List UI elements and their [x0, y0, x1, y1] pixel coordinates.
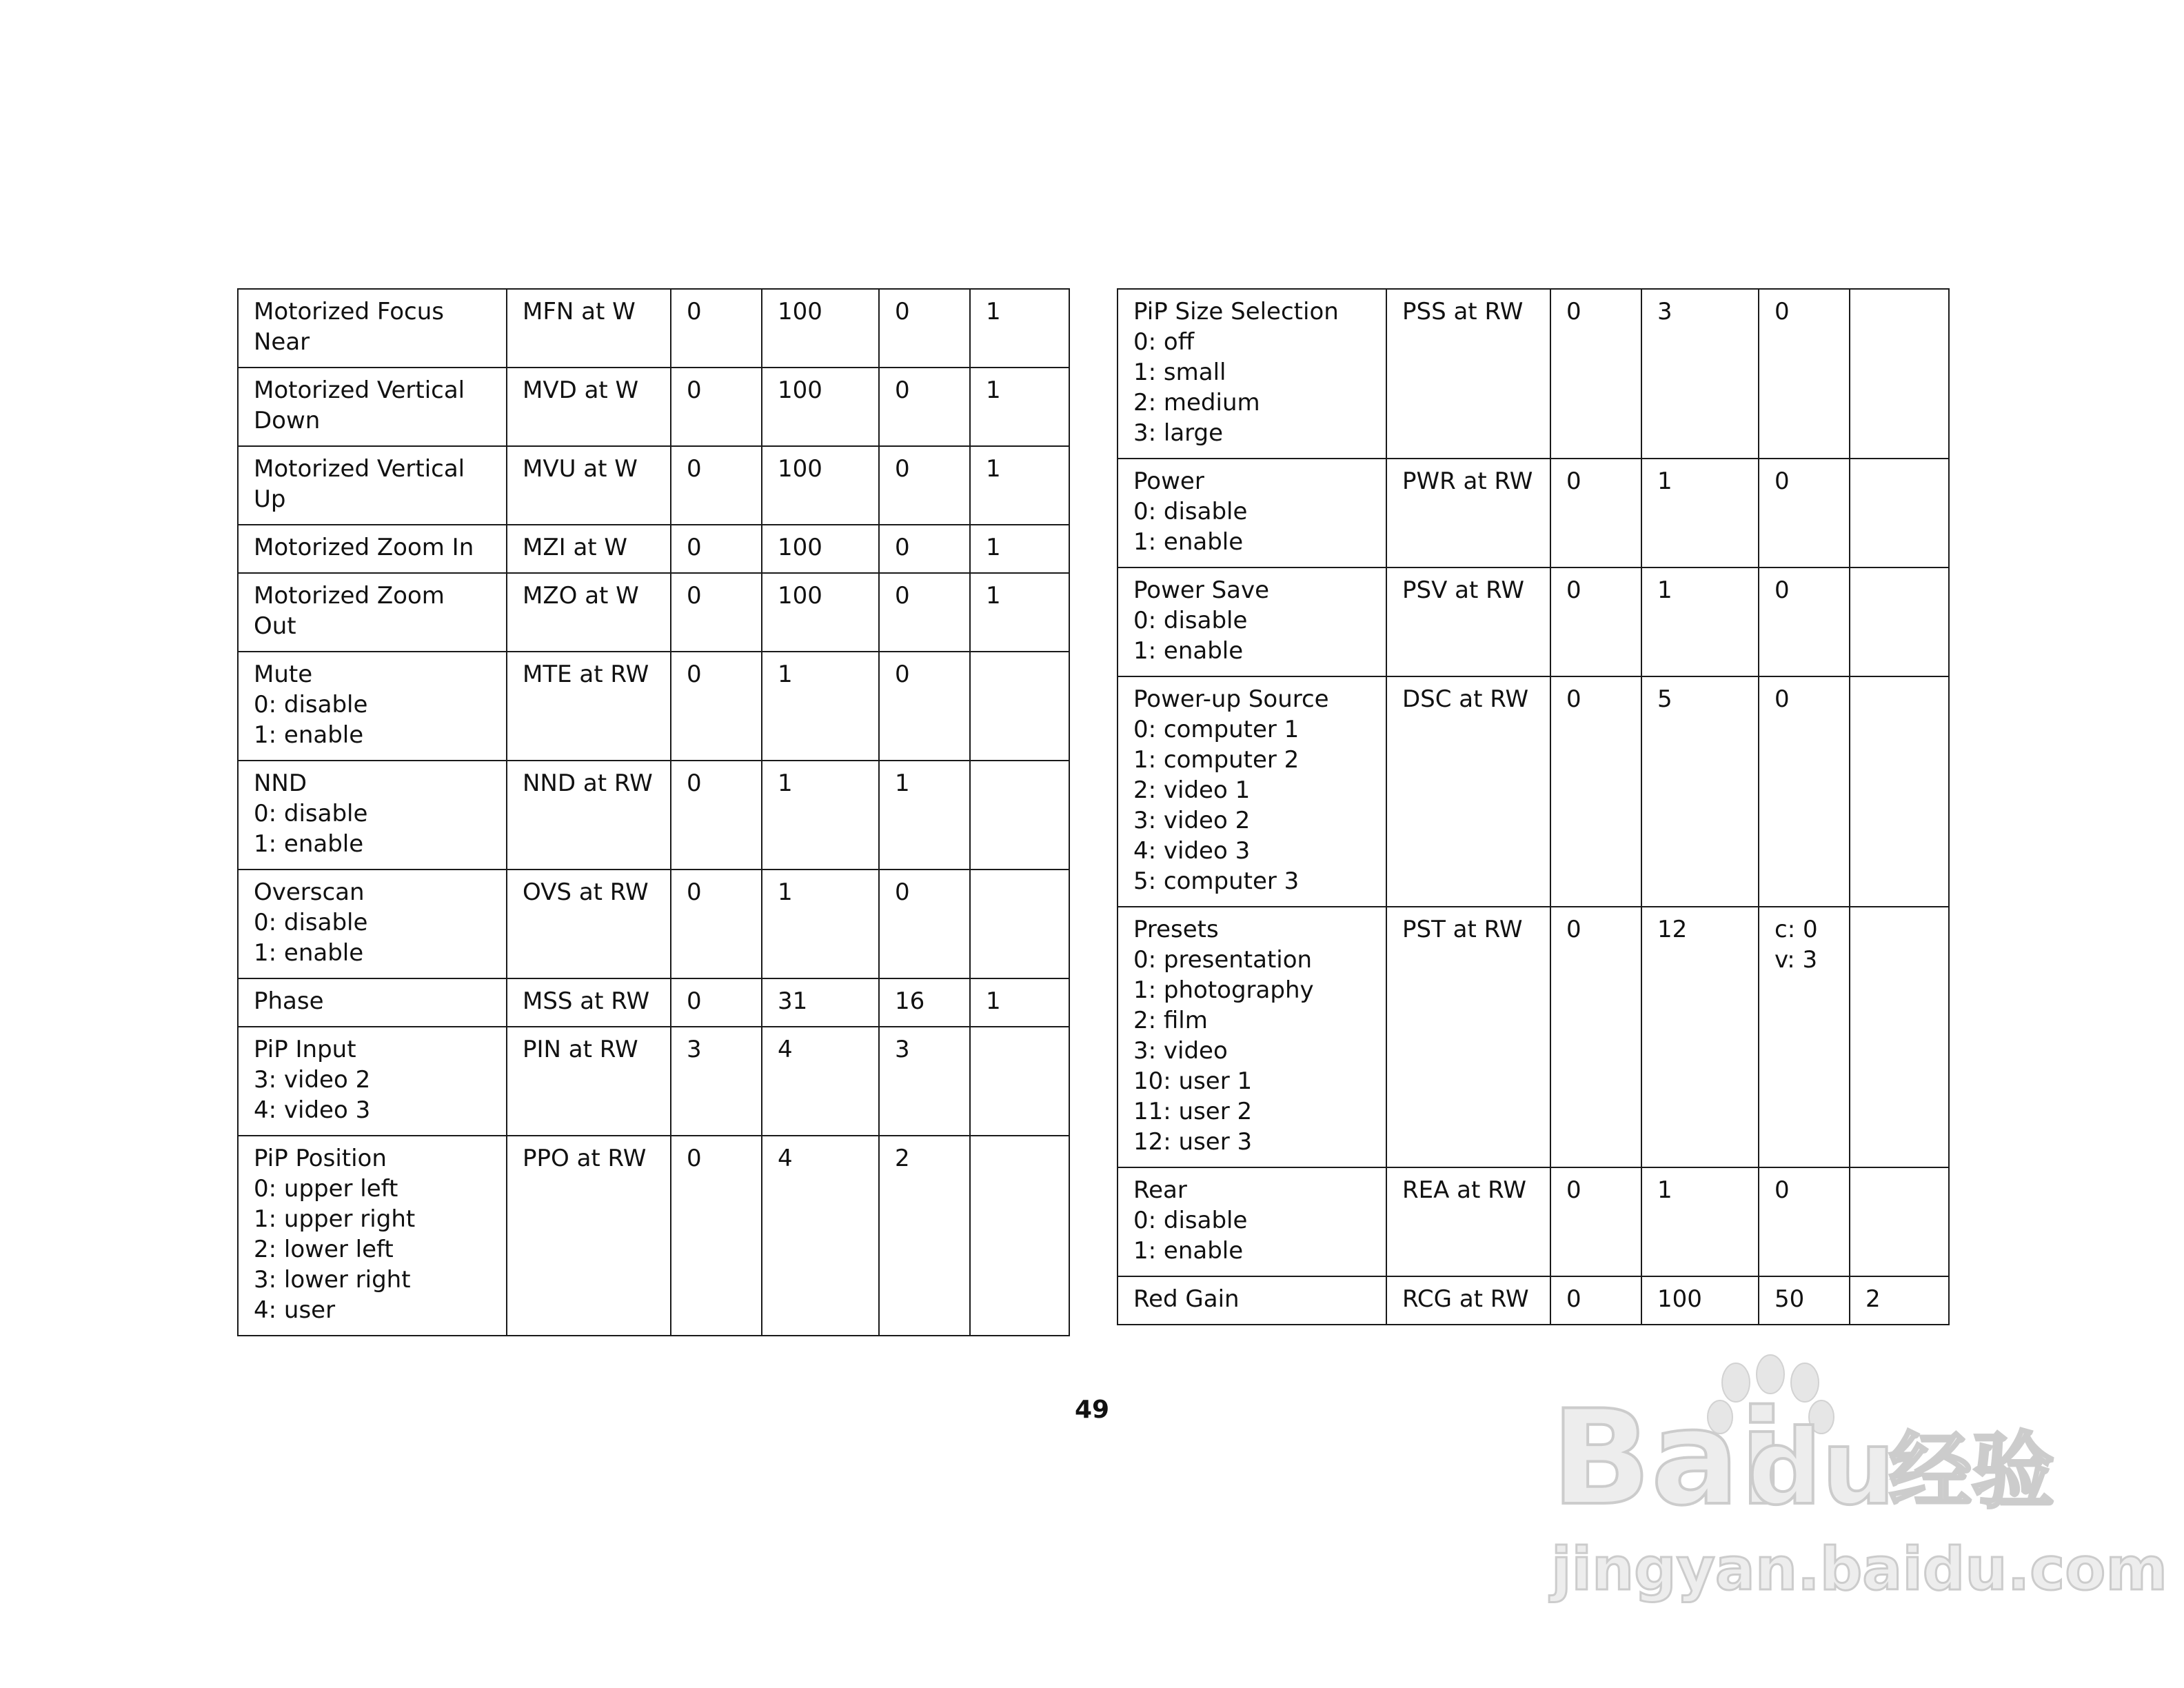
setting-name-cell: Power 0: disable 1: enable: [1118, 459, 1386, 567]
min-value-cell: 0: [1550, 1276, 1641, 1325]
command-cell: MZO at W: [507, 573, 671, 652]
setting-name-cell: Power Save 0: disable 1: enable: [1118, 567, 1386, 676]
table-row: [238, 1136, 1069, 1336]
min-value-cell: 0: [671, 761, 762, 870]
default-value-cell: 0: [1759, 459, 1850, 567]
table-row: [1118, 289, 1949, 459]
max-value-cell: 100: [762, 525, 879, 573]
max-value-cell: 12: [1641, 907, 1759, 1167]
step-value-cell: [1850, 676, 1949, 907]
default-value-cell: 0: [1759, 289, 1850, 459]
command-cell: PSV at RW: [1386, 567, 1550, 676]
min-value-cell: 0: [1550, 567, 1641, 676]
command-cell: MTE at RW: [507, 652, 671, 761]
default-value-cell: 0: [1759, 567, 1850, 676]
default-value-cell: 1: [879, 761, 970, 870]
table-row: [238, 368, 1069, 446]
step-value-cell: [970, 761, 1069, 870]
default-value-cell: 3: [879, 1027, 970, 1136]
command-table-right: [1117, 288, 1950, 1325]
table-row: [238, 978, 1069, 1027]
baidu-jingyan-watermark: [1551, 1355, 2167, 1610]
command-cell: PPO at RW: [507, 1136, 671, 1336]
min-value-cell: 0: [671, 978, 762, 1027]
setting-name-cell: Motorized Vertical Down: [238, 368, 507, 446]
min-value-cell: 0: [1550, 459, 1641, 567]
step-value-cell: [1850, 907, 1949, 1167]
max-value-cell: 1: [762, 870, 879, 978]
default-value-cell: 16: [879, 978, 970, 1027]
step-value-cell: 1: [970, 573, 1069, 652]
svg-text:jingyan.baidu.com: jingyan.baidu.com: [1551, 1535, 2167, 1604]
table-row: [238, 1027, 1069, 1136]
step-value-cell: [970, 1136, 1069, 1336]
default-value-cell: 0: [879, 368, 970, 446]
min-value-cell: 3: [671, 1027, 762, 1136]
max-value-cell: 3: [1641, 289, 1759, 459]
table-row: [238, 525, 1069, 573]
setting-name-cell: Phase: [238, 978, 507, 1027]
max-value-cell: 4: [762, 1027, 879, 1136]
min-value-cell: 0: [1550, 1167, 1641, 1276]
table-row: [1118, 1167, 1949, 1276]
command-cell: PWR at RW: [1386, 459, 1550, 567]
setting-name-cell: Presets 0: presentation 1: photography 2: film 3: video 10: user 1 11: user 2 12: user 3: [1118, 907, 1386, 1167]
setting-name-cell: Motorized Focus Near: [238, 289, 507, 368]
table-row: [1118, 567, 1949, 676]
command-cell: PIN at RW: [507, 1027, 671, 1136]
min-value-cell: 0: [671, 870, 762, 978]
default-value-cell: 0: [1759, 1167, 1850, 1276]
min-value-cell: 0: [1550, 289, 1641, 459]
command-cell: OVS at RW: [507, 870, 671, 978]
setting-name-cell: Red Gain: [1118, 1276, 1386, 1325]
command-cell: NND at RW: [507, 761, 671, 870]
min-value-cell: 0: [671, 368, 762, 446]
step-value-cell: [970, 1027, 1069, 1136]
max-value-cell: 1: [1641, 567, 1759, 676]
step-value-cell: 1: [970, 978, 1069, 1027]
max-value-cell: 1: [762, 652, 879, 761]
step-value-cell: 1: [970, 446, 1069, 525]
table-row: [238, 289, 1069, 368]
default-value-cell: 0: [879, 573, 970, 652]
max-value-cell: 31: [762, 978, 879, 1027]
setting-name-cell: Motorized Zoom Out: [238, 573, 507, 652]
max-value-cell: 100: [1641, 1276, 1759, 1325]
table-row: [1118, 907, 1949, 1167]
table-row: [238, 446, 1069, 525]
default-value-cell: 50: [1759, 1276, 1850, 1325]
table-row: [238, 870, 1069, 978]
default-value-cell: 0: [879, 446, 970, 525]
setting-name-cell: Motorized Zoom In: [238, 525, 507, 573]
default-value-cell: 0: [879, 525, 970, 573]
setting-name-cell: Overscan 0: disable 1: enable: [238, 870, 507, 978]
max-value-cell: 1: [1641, 1167, 1759, 1276]
min-value-cell: 0: [671, 573, 762, 652]
min-value-cell: 0: [671, 289, 762, 368]
table-row: [1118, 459, 1949, 567]
command-table-left: [237, 288, 1070, 1336]
min-value-cell: 0: [1550, 676, 1641, 907]
step-value-cell: 1: [970, 289, 1069, 368]
page-number: 49: [1074, 1396, 1110, 1424]
step-value-cell: 2: [1850, 1276, 1949, 1325]
svg-text:du: du: [1748, 1408, 1896, 1528]
command-cell: REA at RW: [1386, 1167, 1550, 1276]
default-value-cell: 0: [879, 652, 970, 761]
min-value-cell: 0: [671, 652, 762, 761]
step-value-cell: [1850, 567, 1949, 676]
max-value-cell: 4: [762, 1136, 879, 1336]
min-value-cell: 0: [671, 446, 762, 525]
setting-name-cell: Mute 0: disable 1: enable: [238, 652, 507, 761]
step-value-cell: [1850, 1167, 1949, 1276]
step-value-cell: [1850, 459, 1949, 567]
default-value-cell: 0: [879, 870, 970, 978]
command-cell: MVU at W: [507, 446, 671, 525]
command-cell: MSS at RW: [507, 978, 671, 1027]
default-value-cell: 0: [879, 289, 970, 368]
command-cell: MZI at W: [507, 525, 671, 573]
default-value-cell: c: 0 v: 3: [1759, 907, 1850, 1167]
setting-name-cell: NND 0: disable 1: enable: [238, 761, 507, 870]
max-value-cell: 1: [1641, 459, 1759, 567]
step-value-cell: [970, 870, 1069, 978]
command-cell: MVD at W: [507, 368, 671, 446]
setting-name-cell: Motorized Vertical Up: [238, 446, 507, 525]
command-cell: PST at RW: [1386, 907, 1550, 1167]
command-cell: MFN at W: [507, 289, 671, 368]
setting-name-cell: Rear 0: disable 1: enable: [1118, 1167, 1386, 1276]
max-value-cell: 100: [762, 446, 879, 525]
svg-text:Bai: Bai: [1551, 1382, 1785, 1534]
command-cell: PSS at RW: [1386, 289, 1550, 459]
max-value-cell: 5: [1641, 676, 1759, 907]
setting-name-cell: PiP Size Selection 0: off 1: small 2: medium 3: large: [1118, 289, 1386, 459]
table-row: [238, 761, 1069, 870]
command-cell: RCG at RW: [1386, 1276, 1550, 1325]
max-value-cell: 100: [762, 289, 879, 368]
max-value-cell: 100: [762, 573, 879, 652]
table-row: [238, 573, 1069, 652]
setting-name-cell: PiP Position 0: upper left 1: upper right 2: lower left 3: lower right 4: user: [238, 1136, 507, 1336]
min-value-cell: 0: [671, 525, 762, 573]
step-value-cell: [970, 652, 1069, 761]
step-value-cell: 1: [970, 525, 1069, 573]
command-cell: DSC at RW: [1386, 676, 1550, 907]
default-value-cell: 2: [879, 1136, 970, 1336]
default-value-cell: 0: [1759, 676, 1850, 907]
min-value-cell: 0: [671, 1136, 762, 1336]
setting-name-cell: Power-up Source 0: computer 1 1: computer 2 2: video 1 3: video 2 4: video 3 5: computer 3: [1118, 676, 1386, 907]
table-row: [238, 652, 1069, 761]
table-row: [1118, 676, 1949, 907]
setting-name-cell: PiP Input 3: video 2 4: video 3: [238, 1027, 507, 1136]
max-value-cell: 1: [762, 761, 879, 870]
svg-text:经验: 经验: [1889, 1424, 2054, 1520]
max-value-cell: 100: [762, 368, 879, 446]
min-value-cell: 0: [1550, 907, 1641, 1167]
step-value-cell: 1: [970, 368, 1069, 446]
table-row: [1118, 1276, 1949, 1325]
step-value-cell: [1850, 289, 1949, 459]
